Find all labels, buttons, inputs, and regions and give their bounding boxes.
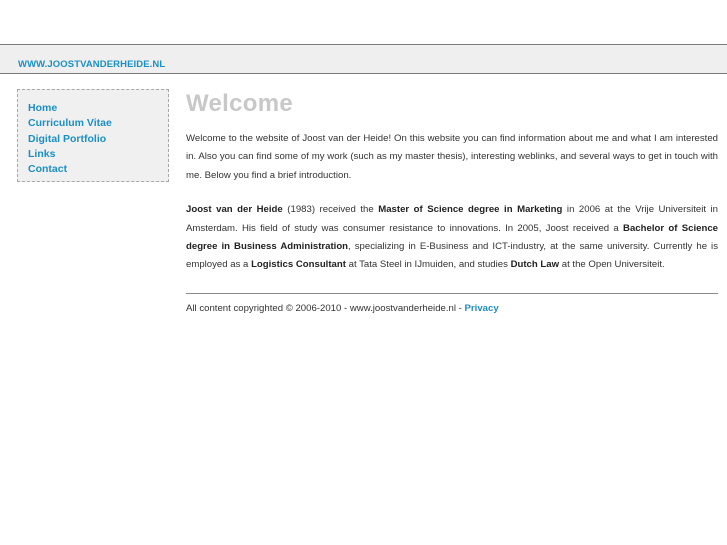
sidebar-item-contact [28, 159, 168, 174]
nav-link-links[interactable]: Links [28, 147, 56, 160]
sidebar-item-digital-portfolio [28, 129, 168, 144]
main-content [186, 90, 718, 275]
bio-paragraph [186, 201, 718, 275]
nav-link-curriculum-vitae[interactable]: Curriculum Vitae [28, 117, 112, 130]
site-home-link[interactable]: WWW.JOOSTVANDERHEIDE.NL [18, 59, 166, 70]
bio-study: Dutch Law [510, 259, 560, 271]
sidebar-nav [17, 89, 169, 182]
bio-text-2: in 2006 at the Vrije Universiteit in Amsterdam. His field of study was consumer resistance to innovations. In 2005, Joost received a [186, 204, 718, 234]
footer [186, 303, 499, 314]
nav-link-digital-portfolio[interactable]: Digital Portfolio [28, 132, 107, 145]
sidebar-item-curriculum-vitae [28, 113, 168, 128]
nav-link-home[interactable]: Home [28, 102, 58, 114]
sidebar-item-home [28, 98, 168, 113]
nav-link-contact[interactable]: Contact [28, 163, 68, 176]
bio-text-4: at Tata Steel in IJmuiden, and studies [345, 259, 511, 271]
bio-master-degree: Master of Science degree in Marketing [378, 204, 563, 216]
page-title: Welcome [186, 90, 294, 117]
header-bar [0, 44, 727, 74]
copyright-text: All content copyrighted © 2006-2010 - www.joostvanderheide.nl - [186, 303, 465, 314]
footer-divider [186, 293, 718, 294]
bio-text-1: (1983) received the [282, 204, 379, 216]
sidebar-item-links [28, 144, 168, 159]
privacy-link[interactable]: Privacy [464, 303, 499, 314]
bio-job-title: Logistics Consultant [251, 259, 346, 271]
bio-name: Joost van der Heide [186, 204, 283, 216]
intro-paragraph: Welcome to the website of Joost van der Heide! On this website you can find information about me and what I am interested in. Also you can find some of my work (such as my master thesis), interesting weblinks, and several ways to get in touch with me. Below you find a brief introduction. [186, 133, 718, 181]
bio-bachelor-degree: Bachelor of Science degree in Business Administration [186, 222, 718, 253]
bio-text-5: at the Open Universiteit. [559, 259, 665, 271]
bio-text-3: , specializing in E-Business and ICT-industry, at the same university. Currently he is employed as a [186, 241, 718, 271]
